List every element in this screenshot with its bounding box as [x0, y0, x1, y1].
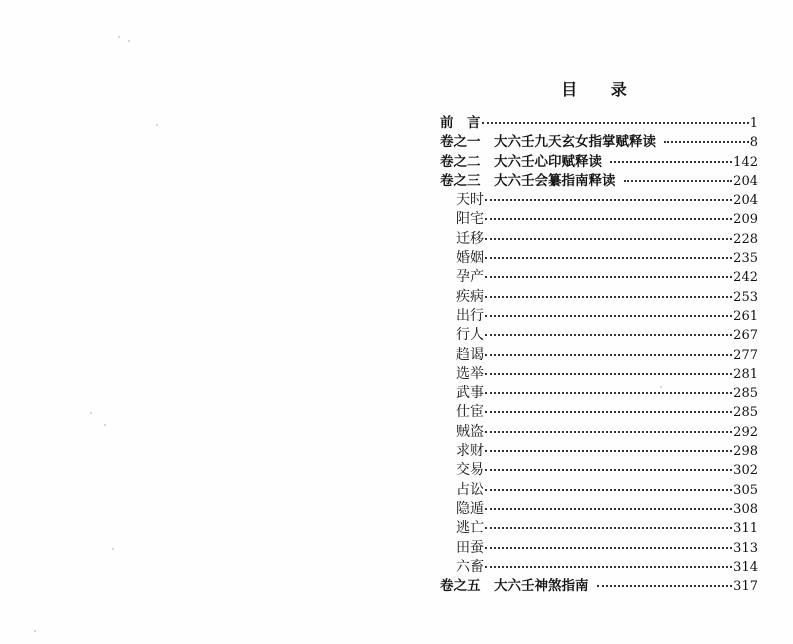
dot-leader — [485, 218, 732, 220]
toc-section-entry — [440, 346, 758, 365]
dot-leader — [485, 392, 732, 394]
toc-page-number: 235 — [733, 251, 758, 267]
dot-leader — [485, 315, 732, 317]
toc-page-number: 302 — [733, 463, 758, 479]
toc-page-number: 313 — [733, 540, 758, 556]
dot-leader — [664, 141, 749, 143]
dot-leader — [485, 199, 732, 201]
toc-entry-label: 阳宅 — [456, 211, 484, 228]
toc-entry-label: 田蚕 — [456, 539, 484, 556]
toc-entry-label: 卷之二 大六壬心印赋释读 — [440, 153, 602, 170]
toc-chapter-entry — [440, 133, 758, 152]
scan-speck — [118, 36, 120, 38]
toc-entry-label: 趋谒 — [456, 346, 484, 363]
toc-chapter-entry — [440, 114, 758, 133]
dot-leader — [485, 431, 732, 433]
dot-leader — [485, 276, 732, 278]
toc-entry-label: 迁移 — [456, 230, 484, 247]
dot-leader — [624, 180, 733, 182]
toc-chapter-entry — [440, 153, 758, 172]
toc-page-number: 8 — [749, 135, 758, 151]
toc-section-entry — [440, 365, 758, 384]
dot-leader — [485, 354, 732, 356]
toc-entry-label: 孕产 — [456, 269, 484, 286]
toc-page-number: 209 — [733, 212, 758, 228]
toc-page-number: 317 — [733, 579, 758, 595]
scan-speck — [34, 630, 36, 632]
toc-section-entry — [440, 249, 758, 268]
toc-section-entry — [440, 442, 758, 461]
toc-section-entry — [440, 268, 758, 287]
toc-section-entry — [440, 500, 758, 519]
toc-page-number: 204 — [733, 173, 758, 189]
toc-entry-label: 天时 — [456, 192, 484, 209]
dot-leader — [485, 469, 732, 471]
toc-title: 目 录 — [561, 80, 641, 99]
toc-page-number: 261 — [733, 308, 758, 324]
toc-entry-label: 疾病 — [456, 288, 484, 305]
scan-speck — [90, 412, 92, 414]
toc-entry-label: 武事 — [456, 385, 484, 402]
toc-entry-label: 卷之一 大六壬九天玄女指掌赋释读 — [440, 134, 656, 151]
toc-section-entry — [440, 403, 758, 422]
dot-leader — [485, 373, 732, 375]
toc-section-entry — [440, 288, 758, 307]
toc-section-entry — [440, 481, 758, 500]
toc-entry-label: 前 言 — [440, 115, 481, 131]
toc-section-entry — [440, 519, 758, 538]
toc-entry-label: 出行 — [456, 307, 484, 324]
dot-leader — [485, 489, 732, 491]
toc-page-number: 298 — [733, 444, 758, 460]
dot-leader — [482, 122, 749, 124]
toc-page-number: 277 — [733, 347, 758, 363]
toc-entry-label: 隐遁 — [456, 500, 484, 517]
toc-section-entry — [440, 210, 758, 229]
dot-leader — [610, 161, 732, 163]
toc-section-entry — [440, 230, 758, 249]
toc-page-number: 228 — [733, 231, 758, 247]
dot-leader — [597, 585, 733, 587]
scan-speck — [128, 40, 130, 42]
toc-page-number: 142 — [733, 154, 758, 170]
toc-entry-label: 选举 — [456, 365, 484, 382]
toc-page-number: 308 — [733, 501, 758, 517]
toc-page-number: 285 — [733, 386, 758, 402]
dot-leader — [485, 296, 732, 298]
toc-section-entry — [440, 307, 758, 326]
toc-entry-label: 交易 — [456, 462, 484, 479]
toc-entry-label: 逃亡 — [456, 520, 484, 537]
toc-section-entry — [440, 384, 758, 403]
toc-entry-label: 六畜 — [456, 558, 484, 575]
toc-page-number: 305 — [733, 482, 758, 498]
toc-page-number: 253 — [733, 289, 758, 305]
toc-entry-label: 卷之五 大六壬神煞指南 — [440, 578, 589, 595]
dot-leader — [485, 527, 732, 529]
toc-page-number: 311 — [733, 521, 758, 537]
dot-leader — [485, 411, 732, 413]
toc-section-entry — [440, 191, 758, 210]
toc-page-number: 292 — [733, 424, 758, 440]
toc-entry-label: 求财 — [456, 443, 484, 460]
scan-speck — [104, 424, 106, 426]
toc-page-number: 314 — [733, 559, 758, 575]
toc-page-number: 204 — [733, 193, 758, 209]
toc-entry-label: 仕宦 — [456, 404, 484, 421]
toc-entry-label: 行人 — [456, 327, 484, 344]
dot-leader — [485, 508, 732, 510]
toc-section-entry — [440, 558, 758, 577]
toc-chapter-entry — [440, 577, 758, 596]
toc-entry-label: 占讼 — [456, 481, 484, 498]
toc-page-number: 281 — [733, 366, 758, 382]
toc-section-entry — [440, 461, 758, 480]
toc-page-number: 285 — [733, 405, 758, 421]
toc-entry-label: 婚姻 — [456, 250, 484, 267]
scan-speck — [112, 548, 114, 550]
table-of-contents — [440, 80, 758, 596]
dot-leader — [485, 547, 732, 549]
dot-leader — [485, 334, 732, 336]
toc-section-entry — [440, 423, 758, 442]
toc-section-entry — [440, 326, 758, 345]
toc-section-entry — [440, 539, 758, 558]
toc-list — [440, 114, 758, 596]
toc-chapter-entry — [440, 172, 758, 191]
toc-page-number: 1 — [749, 116, 758, 131]
dot-leader — [485, 566, 732, 568]
dot-leader — [485, 238, 732, 240]
dot-leader — [485, 450, 732, 452]
scan-speck — [156, 124, 158, 126]
toc-page-number: 267 — [733, 328, 758, 344]
toc-entry-label: 贼盗 — [456, 423, 484, 440]
dot-leader — [485, 257, 732, 259]
toc-entry-label: 卷之三 大六壬会纂指南释读 — [440, 172, 616, 189]
toc-page-number: 242 — [733, 270, 758, 286]
